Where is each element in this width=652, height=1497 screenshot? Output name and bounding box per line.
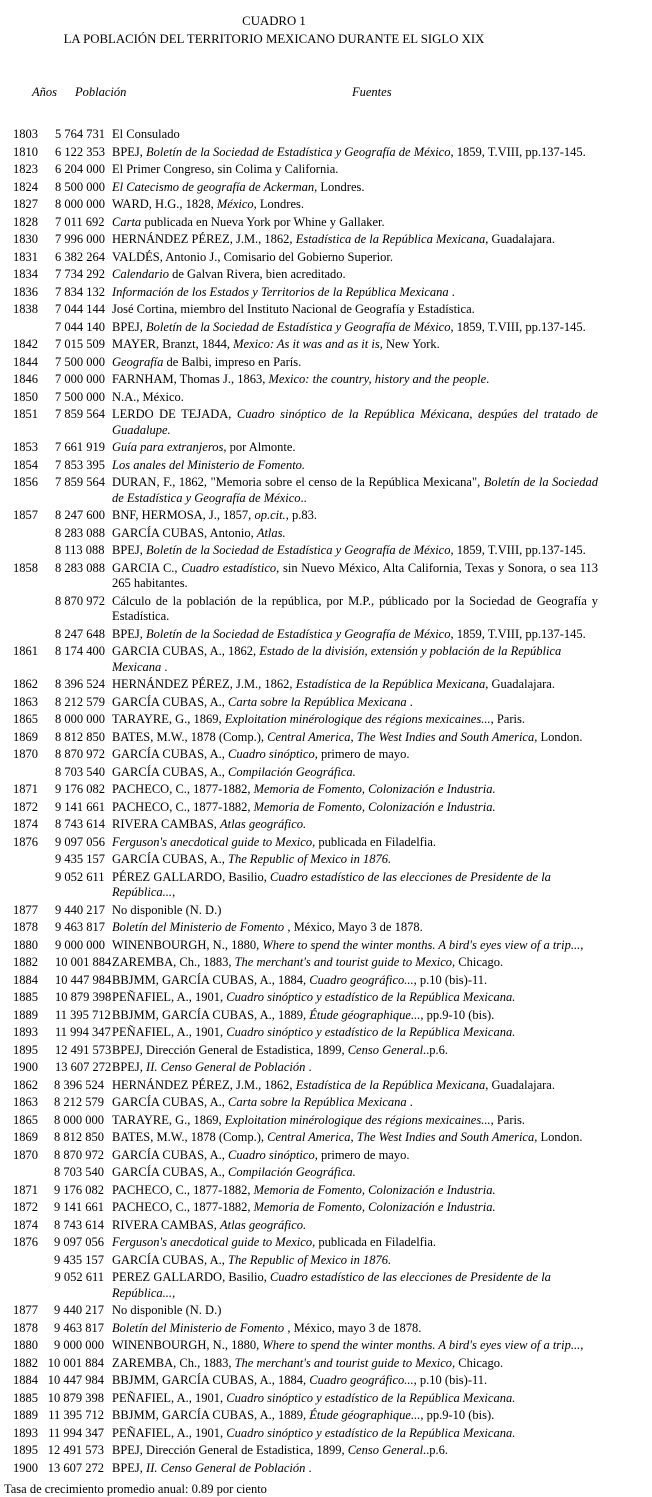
table-row	[0, 1025, 652, 1041]
source-cell: El Primer Congreso, sin Colima y California.	[112, 162, 339, 176]
source-cell: GARCÍA CUBAS, A., Cuadro sinóptico, primero de mayo.	[112, 747, 410, 761]
year-cell: 1895	[13, 1042, 38, 1057]
source-cell: José Cortina, miembro del Instituto Nacional de Geografía y Estadística.	[112, 302, 475, 316]
source-cell: GARCÍA CUBAS, A., Carta sobre la República Mexicana .	[112, 1095, 413, 1109]
table-row	[0, 677, 652, 693]
source-cell: WINENBOURGH, N., 1880, Where to spend the winter months. A bird's eyes view of a trip...,	[112, 937, 584, 952]
population-table	[0, 127, 652, 1476]
population-cell: 11 994 347	[55, 1025, 111, 1039]
population-cell: 8 000 000	[55, 712, 105, 726]
population-cell: 8 212 579	[55, 694, 105, 709]
population-cell: 7 044 144	[55, 302, 105, 316]
population-cell: 9 440 217	[54, 1303, 104, 1317]
source-cell: PEÑAFIEL, A., 1901, Cuadro sinóptico y estadístico de la República Mexicana.	[112, 1425, 516, 1440]
source-cell: GARCÍA CUBAS, A., Compilación Geográfica.	[112, 764, 356, 779]
table-row	[0, 390, 652, 406]
population-cell: 8 743 614	[55, 817, 105, 831]
table-row	[0, 1356, 652, 1372]
year-cell: 1803	[13, 127, 38, 141]
source-cell: BATES, M.W., 1878 (Comp.), Central America, The West Indies and South America, London.	[112, 1130, 583, 1144]
year-cell: 1889	[13, 1408, 38, 1422]
population-cell: 11 994 347	[48, 1425, 104, 1440]
table-row	[0, 215, 652, 231]
source-cell: Geografía de Balbi, impreso en París.	[112, 354, 302, 369]
source-cell: TARAYRE, G., 1869, Exploitation minérologique des régions mexicaines..., Paris.	[112, 712, 525, 726]
year-cell: 1823	[13, 162, 38, 176]
population-cell: 9 435 157	[55, 852, 105, 866]
table-row	[0, 1200, 652, 1216]
population-cell: 7 661 919	[55, 440, 105, 454]
population-cell: 8 113 088	[55, 543, 105, 557]
population-cell: 8 870 972	[55, 593, 105, 608]
table-row	[0, 508, 652, 524]
population-cell: 5 764 731	[55, 127, 105, 141]
year-cell: 1900	[13, 1060, 38, 1074]
population-cell: 7 853 395	[55, 457, 105, 472]
year-cell: 1863	[13, 1095, 38, 1109]
table-row	[0, 372, 652, 388]
source-cell: PEÑAFIEL, A., 1901, Cuadro sinóptico y estadístico de la República Mexicana.	[112, 990, 516, 1004]
population-cell: 9 176 082	[55, 782, 105, 796]
table-row	[0, 852, 652, 868]
year-cell: 1838	[13, 302, 38, 316]
table-row	[0, 627, 652, 643]
table-row	[0, 267, 652, 283]
population-cell: 7 859 564	[55, 475, 105, 489]
table-row	[0, 526, 652, 542]
source-cell: PEÑAFIEL, A., 1901, Cuadro sinóptico y estadístico de la República Mexicana.	[112, 1390, 516, 1405]
source-cell: BPEJ, II. Censo General de Población .	[112, 1460, 312, 1475]
source-cell: RIVERA CAMBAS, Atlas geográfico.	[112, 817, 307, 831]
source-cell: Cálculo de la población de la república, por M.P., públicado por la Sociedad de Geografía y Estadística.	[112, 593, 598, 623]
source-cell: BPEJ, II. Censo General de Población .	[112, 1060, 312, 1074]
source-cell: PACHECO, C., 1877-1882, Memoria de Fomento, Colonización e Industria.	[112, 799, 496, 814]
source-cell: ZAREMBA, Ch., 1883, The merchant's and tourist guide to Mexico, Chicago.	[112, 1355, 504, 1370]
source-cell: Ferguson's anecdotical guide to Mexico, publicada en Filadelfia.	[112, 1235, 436, 1249]
source-cell: BNF, HERMOSA, J., 1857, op.cit., p.83.	[112, 508, 317, 522]
table-row	[0, 1130, 652, 1146]
table-row	[0, 800, 652, 816]
year-cell: 1884	[13, 972, 38, 987]
source-cell: GARCÍA CUBAS, A., The Republic of Mexico in 1876.	[112, 1252, 392, 1267]
table-row	[0, 197, 652, 213]
population-cell: 8 000 000	[55, 197, 105, 211]
year-cell: 1810	[13, 144, 38, 159]
table-row	[0, 695, 652, 711]
table-row	[0, 1408, 652, 1424]
source-cell: Carta publicada en Nueva York por Whine y Gallaker.	[112, 214, 385, 229]
table-row	[0, 1043, 652, 1059]
table-row	[0, 990, 652, 1006]
table-row	[0, 1461, 652, 1477]
source-cell: Guía para extranjeros, por Almonte.	[112, 440, 296, 454]
year-cell: 1850	[13, 389, 38, 404]
population-cell: 12 491 573	[55, 1042, 112, 1057]
year-cell: 1885	[13, 1390, 38, 1405]
column-header-row	[0, 85, 652, 102]
table-row	[0, 250, 652, 266]
source-cell: ZAREMBA, Ch., 1883, The merchant's and tourist guide to Mexico, Chicago.	[112, 955, 504, 969]
table-row	[0, 1303, 652, 1319]
population-cell: 9 440 217	[55, 902, 105, 917]
table-row	[0, 903, 652, 919]
population-cell: 7 500 000	[55, 389, 105, 404]
year-cell: 1876	[13, 834, 38, 849]
table-row	[0, 920, 652, 936]
table-row	[0, 440, 652, 456]
year-cell: 1878	[13, 1320, 38, 1335]
population-cell: 9 097 056	[54, 1235, 104, 1249]
year-cell: 1885	[13, 990, 38, 1004]
table-title-block	[0, 0, 548, 48]
year-cell: 1871	[13, 782, 38, 796]
population-cell: 7 734 292	[55, 267, 105, 281]
year-cell: 1853	[13, 440, 38, 454]
year-cell: 1842	[13, 337, 38, 351]
population-cell: 9 097 056	[55, 834, 105, 849]
table-number-title: CUADRO 1	[242, 14, 306, 28]
table-row	[0, 337, 652, 353]
source-cell: GARCÍA CUBAS, A., The Republic of Mexico in 1876.	[112, 852, 392, 866]
population-cell: 9 463 817	[55, 920, 105, 934]
table-row	[0, 817, 652, 833]
table-row	[0, 127, 652, 143]
table-row	[0, 1373, 652, 1389]
year-cell: 1865	[13, 712, 38, 726]
year-cell: 1895	[13, 1443, 38, 1457]
table-row	[0, 765, 652, 781]
population-cell: 7 011 692	[55, 214, 105, 229]
population-cell: 10 447 984	[47, 1373, 104, 1387]
source-cell: GARCÍA CUBAS, A., Cuadro sinóptico, primero de mayo.	[112, 1147, 410, 1162]
population-cell: 8 812 850	[55, 729, 105, 744]
table-row	[0, 302, 652, 318]
table-row	[0, 1095, 652, 1111]
year-cell: 1877	[13, 1303, 38, 1317]
source-cell: BBJMM, GARCÍA CUBAS, A., 1884, Cuadro geográfico..., p.10 (bis)-11.	[112, 972, 488, 987]
table-row	[0, 1338, 652, 1354]
year-cell: 1862	[13, 1077, 38, 1092]
table-row	[0, 1183, 652, 1199]
source-cell: BBJMM, GARCÍA CUBAS, A., 1889, Étude géographique..., pp.9-10 (bis).	[112, 1007, 495, 1022]
year-cell: 1862	[13, 677, 38, 691]
source-cell: BBJMM, GARCÍA CUBAS, A., 1889, Étude géographique..., pp.9-10 (bis).	[112, 1408, 495, 1422]
population-cell: 13 607 272	[47, 1460, 104, 1475]
population-cell: 8 870 972	[55, 747, 105, 761]
source-cell: FARNHAM, Thomas J., 1863, Mexico: the country, history and the people.	[112, 372, 490, 386]
population-cell: 8 000 000	[54, 1112, 104, 1127]
table-row	[0, 955, 652, 971]
population-cell: 9 052 611	[54, 1270, 104, 1284]
population-cell: 6 382 264	[55, 249, 105, 264]
table-row	[0, 561, 652, 592]
table-row	[0, 870, 652, 901]
table-row	[0, 1165, 652, 1181]
year-cell: 1880	[13, 1338, 38, 1352]
population-cell: 9 052 611	[55, 869, 105, 884]
population-cell: 8 283 088	[55, 560, 105, 575]
population-cell: 7 996 000	[55, 232, 105, 246]
table-row	[0, 355, 652, 371]
source-cell: Boletín del Ministerio de Fomento , México, Mayo 3 de 1878.	[112, 920, 423, 934]
source-cell: PACHECO, C., 1877-1882, Memoria de Fomento, Colonización e Industria.	[112, 1182, 496, 1197]
population-cell: 9 000 000	[55, 937, 105, 952]
population-cell: 10 001 884	[47, 1355, 104, 1370]
population-cell: 8 283 088	[55, 525, 105, 540]
table-row	[0, 782, 652, 798]
population-cell: 7 000 000	[55, 372, 105, 386]
year-cell: 1830	[13, 232, 38, 246]
population-cell: 6 204 000	[55, 162, 105, 176]
table-row	[0, 1270, 652, 1301]
table-row	[0, 712, 652, 728]
table-row	[0, 747, 652, 763]
year-cell: 1834	[13, 267, 38, 281]
source-cell: No disponible (N. D.)	[112, 1303, 222, 1317]
table-row	[0, 475, 652, 506]
population-cell: 7 044 140	[55, 319, 105, 334]
population-cell: 10 001 884	[55, 955, 112, 969]
population-cell: 8 703 540	[55, 764, 105, 779]
year-cell: 1874	[13, 817, 38, 831]
population-cell: 8 396 524	[54, 1077, 104, 1092]
year-cell: 1884	[13, 1373, 38, 1387]
population-cell: 6 122 353	[55, 144, 105, 159]
year-cell: 1846	[13, 372, 38, 386]
year-cell: 1893	[13, 1025, 38, 1039]
population-cell: 8 247 600	[55, 508, 105, 522]
table-row	[0, 1078, 652, 1094]
table-row	[0, 1321, 652, 1337]
population-cell: 9 000 000	[54, 1338, 104, 1352]
source-cell: N.A., México.	[112, 389, 184, 404]
source-cell: El Catecismo de geografía de Ackerman, Londres.	[112, 179, 365, 194]
table-row	[0, 730, 652, 746]
population-cell: 7 834 132	[55, 284, 105, 299]
table-main-title: LA POBLACIÓN DEL TERRITORIO MEXICANO DURANTE EL SIGLO XIX	[63, 32, 485, 46]
year-cell: 1851	[13, 407, 38, 421]
table-row	[0, 835, 652, 851]
year-cell: 1876	[13, 1235, 38, 1249]
year-cell: 1861	[13, 644, 38, 658]
source-cell: GARCIA CUBAS, A., 1862, Estado de la división, extensión y población de la República Mexicana .	[112, 644, 562, 674]
year-cell: 1900	[13, 1460, 38, 1475]
source-cell: GARCÍA CUBAS, A., Carta sobre la República Mexicana .	[112, 694, 413, 709]
table-row	[0, 285, 652, 301]
year-cell: 1869	[13, 1130, 38, 1144]
source-cell: BPEJ, Boletín de la Sociedad de Estadística y Geografía de México, 1859, T.VIII, pp.137-145.	[112, 144, 586, 159]
source-cell: WINENBOURGH, N., 1880, Where to spend the winter months. A bird's eyes view of a trip...,	[112, 1338, 584, 1352]
population-cell: 8 247 648	[55, 626, 105, 641]
table-row	[0, 1426, 652, 1442]
column-header-years: Años	[32, 85, 57, 99]
population-cell: 9 435 157	[54, 1252, 104, 1267]
population-cell: 8 500 000	[55, 179, 105, 194]
year-cell: 1858	[13, 560, 38, 575]
source-cell: Información de los Estados y Territorios de la República Mexicana .	[112, 284, 455, 299]
year-cell: 1865	[13, 1112, 38, 1127]
table-row	[0, 458, 652, 474]
population-cell: 8 212 579	[54, 1095, 104, 1109]
source-cell: BPEJ, Dirección General de Estadistica, 1899, Censo General..p.6.	[112, 1443, 449, 1457]
source-cell: El Consulado	[112, 127, 180, 141]
source-cell: GARCÍA CUBAS, A., Compilación Geográfica.	[112, 1165, 356, 1179]
year-cell: 1882	[13, 955, 38, 969]
population-cell: 8 743 614	[54, 1217, 104, 1232]
table-row	[0, 1253, 652, 1269]
table-row	[0, 1443, 652, 1459]
table-row	[0, 973, 652, 989]
year-cell: 1889	[13, 1007, 38, 1022]
population-cell: 10 879 398	[47, 1390, 104, 1405]
table-row	[0, 543, 652, 559]
source-cell: TARAYRE, G., 1869, Exploitation minérologique des régions mexicaines..., Paris.	[112, 1112, 525, 1127]
year-cell: 1854	[13, 457, 38, 472]
source-cell: HERNÁNDEZ PÉREZ, J.M., 1862, Estadística de la República Mexicana, Guadalajara.	[112, 232, 555, 246]
population-cell: 11 395 712	[48, 1408, 104, 1422]
table-row	[0, 1235, 652, 1251]
year-cell: 1828	[13, 214, 38, 229]
population-cell: 11 395 712	[55, 1007, 111, 1022]
source-cell: Calendario de Galvan Rivera, bien acreditado.	[112, 267, 346, 281]
population-cell: 13 607 272	[55, 1060, 112, 1074]
source-cell: BPEJ, Boletín de la Sociedad de Estadística y Geografía de México, 1859, T.VIII, pp.137-145.	[112, 319, 586, 334]
source-cell: LERDO DE TEJADA, Cuadro sinóptico de la República Méxicana, despúes del tratado de Guadalupe.	[112, 407, 598, 437]
source-cell: Ferguson's anecdotical guide to Mexico, publicada en Filadelfia.	[112, 834, 436, 849]
table-row	[0, 1391, 652, 1407]
year-cell: 1882	[13, 1355, 38, 1370]
year-cell: 1844	[13, 354, 38, 369]
year-cell: 1870	[13, 1147, 38, 1162]
source-cell: DURAN, F., 1862, "Memoria sobre el censo de la República Mexicana", Boletín de la Sociedad de Estadística y Geografía de México..	[112, 475, 598, 505]
source-cell: Boletín del Ministerio de Fomento , México, mayo 3 de 1878.	[112, 1320, 422, 1335]
table-row	[0, 938, 652, 954]
source-cell: GARCÍA CUBAS, Antonio, Atlas.	[112, 525, 286, 540]
table-row	[0, 162, 652, 178]
source-cell: PEREZ GALLARDO, Basilio, Cuadro estadístico de las elecciones de Presidente de la República...,	[112, 1270, 551, 1300]
year-cell: 1874	[13, 1217, 38, 1232]
population-cell: 10 879 398	[55, 990, 112, 1004]
source-cell: PACHECO, C., 1877-1882, Memoria de Fomento, Colonización e Industria.	[112, 1200, 496, 1214]
table-row	[0, 1218, 652, 1234]
population-cell: 8 870 972	[54, 1147, 104, 1162]
year-cell: 1893	[13, 1425, 38, 1440]
year-cell: 1880	[13, 937, 38, 952]
table-row	[0, 407, 652, 438]
source-cell: BBJMM, GARCÍA CUBAS, A., 1884, Cuadro geográfico..., p.10 (bis)-11.	[112, 1373, 488, 1387]
column-header-population: Población	[75, 85, 127, 99]
table-row	[0, 1148, 652, 1164]
population-cell: 10 447 984	[55, 972, 112, 987]
year-cell: 1878	[13, 920, 38, 934]
table-row	[0, 180, 652, 196]
table-row	[0, 232, 652, 248]
year-cell: 1827	[13, 197, 38, 211]
source-cell: Los anales del Ministerio de Fomento.	[112, 457, 306, 472]
year-cell: 1831	[13, 249, 38, 264]
population-cell: 8 174 400	[55, 644, 105, 658]
year-cell: 1836	[13, 284, 38, 299]
source-cell: HERNÁNDEZ PÉREZ, J.M., 1862, Estadística de la República Mexicana, Guadalajara.	[112, 677, 555, 691]
source-cell: HERNÁNDEZ PÉREZ, J.M., 1862, Estadística de la República Mexicana, Guadalajara.	[112, 1077, 555, 1092]
year-cell: 1877	[13, 902, 38, 917]
year-cell: 1869	[13, 729, 38, 744]
population-cell: 7 859 564	[55, 407, 105, 421]
population-cell: 7 015 509	[55, 337, 105, 351]
year-cell: 1824	[13, 179, 38, 194]
table-row	[0, 145, 652, 161]
population-cell: 9 141 661	[54, 1200, 104, 1214]
year-cell: 1872	[13, 799, 38, 814]
table-row	[0, 644, 652, 675]
year-cell: 1872	[13, 1200, 38, 1214]
source-cell: No disponible (N. D.)	[112, 902, 222, 917]
source-cell: PACHECO, C., 1877-1882, Memoria de Fomento, Colonización e Industria.	[112, 782, 496, 796]
population-cell: 8 812 850	[54, 1130, 104, 1144]
table-row	[0, 320, 652, 336]
population-cell: 8 396 524	[55, 677, 105, 691]
year-cell: 1871	[13, 1182, 38, 1197]
population-cell: 9 176 082	[54, 1182, 104, 1197]
year-cell: 1857	[13, 508, 38, 522]
source-cell: GARCIA C., Cuadro estadístico, sin Nuevo México, Alta California, Texas y Sonora, o sea 113 265 habitantes.	[112, 560, 598, 590]
table-row	[0, 1008, 652, 1024]
source-cell: WARD, H.G., 1828, México, Londres.	[112, 197, 304, 211]
table-row	[0, 1113, 652, 1129]
source-cell: MAYER, Branzt, 1844, Mexico: As it was and as it is, New York.	[112, 337, 440, 351]
table-row	[0, 594, 652, 625]
source-cell: BPEJ, Boletín de la Sociedad de Estadística y Geografía de México, 1859, T.VIII, pp.137-145.	[112, 543, 586, 557]
source-cell: PEÑAFIEL, A., 1901, Cuadro sinóptico y estadístico de la República Mexicana.	[112, 1025, 516, 1039]
year-cell: 1863	[13, 694, 38, 709]
table-row	[0, 1060, 652, 1076]
growth-rate-note: Tasa de crecimiento promedio anual: 0.89 por ciento	[4, 1482, 267, 1496]
source-cell: VALDÉS, Antonio J., Comisario del Gobierno Superior.	[112, 249, 394, 264]
source-cell: RIVERA CAMBAS, Atlas geográfico.	[112, 1217, 307, 1232]
year-cell: 1870	[13, 747, 38, 761]
population-cell: 9 463 817	[54, 1320, 104, 1335]
population-cell: 7 500 000	[55, 354, 105, 369]
source-cell: BATES, M.W., 1878 (Comp.), Central America, The West Indies and South America, London.	[112, 729, 583, 744]
source-cell: PÉREZ GALLARDO, Basilio, Cuadro estadístico de las elecciones de Presidente de la República...,	[112, 869, 551, 899]
population-cell: 12 491 573	[47, 1443, 104, 1457]
column-header-sources: Fuentes	[352, 85, 392, 99]
year-cell: 1856	[13, 475, 38, 489]
population-cell: 9 141 661	[55, 799, 105, 814]
source-cell: BPEJ, Dirección General de Estadistica, 1899, Censo General..p.6.	[112, 1042, 449, 1057]
source-cell: BPEJ, Boletín de la Sociedad de Estadística y Geografía de México, 1859, T.VIII, pp.137-145.	[112, 626, 586, 641]
population-cell: 8 703 540	[54, 1165, 104, 1179]
table-section-primary	[0, 127, 652, 1076]
table-section-repeat	[0, 1078, 652, 1477]
